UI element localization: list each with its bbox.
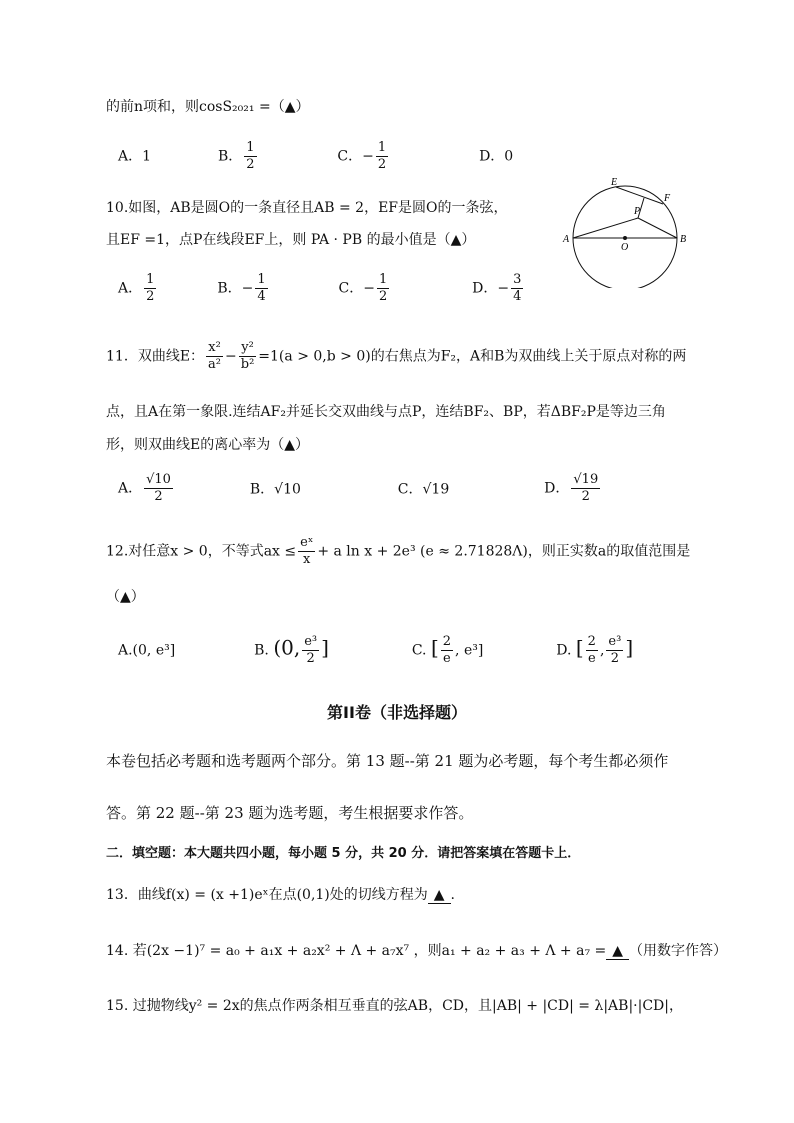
q12-line1: 12.对任意x > 0，不等式ax ≤ $\frac{\text{eˣ}}{x}$ + a ln x + 2e³ (e ≈ 2.71828Λ)，则正实数a的取值范围是: [106, 535, 691, 567]
q9-options: A．1 B． $\frac{1}{2}$ C．− $\frac{1}{2}$ D．0: [118, 140, 514, 172]
label-b: B: [680, 234, 687, 245]
segment-pa: [573, 218, 638, 238]
q14-answer-blank: ▲: [606, 943, 629, 960]
label-a: A: [563, 234, 570, 245]
q12-line2: （▲）: [106, 589, 145, 605]
q13: 13．曲线f(x) = (x +1)eˣ在点(0,1)处的切线方程为 ▲ .: [106, 887, 455, 903]
chord-ef: [616, 187, 663, 204]
section-title: 第II卷（非选择题）: [327, 703, 467, 722]
label-o: O: [621, 242, 629, 253]
fill-in-header: 二．填空题：本大题共四小题，每小题 5 分，共 20 分．请把答案填在答题卡上．: [106, 846, 581, 861]
circle-figure: [560, 176, 700, 288]
center-dot: [623, 236, 627, 240]
q10-line2: 且EF =1，点P在线段EF上，则 PA · PB 的最小值是（▲）: [106, 232, 476, 248]
q9-option-a: A．1: [118, 148, 152, 165]
section-intro-line1: 本卷包括必考题和选考题两个部分。第 13 题--第 21 题为必考题，每个考生都必须作: [106, 752, 669, 770]
q12-options: A.(0, e³] B. (0, $\frac{\text{e³}}{2}$ ] C. [ $\frac{2}{e}$ , e³] D. [ $\frac{2}{e}$ , $\frac{\text{e³}}{2}$ ]: [118, 634, 634, 666]
q10-line1: 10.如图，AB是圆O的一条直径且AB = 2，EF是圆O的一条弦，: [106, 200, 508, 216]
label-e: E: [611, 177, 618, 188]
q11-line3: 形，则双曲线E的离心率为（▲）: [106, 437, 309, 453]
label-f: F: [664, 193, 671, 204]
q11-line1: 11．双曲线E： $\frac{\text{x²}}{\text{a²}}$ − $\frac{\text{y²}}{\text{b²}}$ =1(a > 0,b > 0)的右焦点为F₂，A和B为双曲线上关于原点对称的两: [106, 340, 687, 372]
label-p: P: [634, 206, 641, 217]
q10-options: A． $\frac{1}{2}$ B．− $\frac{1}{4}$ C．− $\frac{1}{2}$ D．− $\frac{3}{4}$: [118, 272, 522, 304]
q9-stem: 的前n项和，则cosS₂₀₂₁ =（▲）: [106, 99, 310, 115]
q13-answer-blank: ▲: [428, 887, 451, 904]
q9-option-b: B．: [217, 148, 243, 165]
q14: 14. 若(2x −1)⁷ = a₀ + a₁x + a₂x² + Λ + a₇x⁷ ，则a₁ + a₂ + a₃ + Λ + a₇ = ▲ （用数字作答）: [106, 943, 728, 959]
segment-pb: [638, 218, 677, 238]
q11-options: A． $\frac{√10}{2}$ B．√10 C．√19 D． $\frac{√19}{2}$: [118, 472, 599, 504]
q9-option-c: C．−: [337, 148, 374, 165]
section-intro-line2: 答。第 22 题--第 23 题为选考题，考生根据要求作答。: [106, 804, 474, 822]
q11-line2: 点，且A在第一象限.连结AF₂并延长交双曲线与点P，连结BF₂、BP，若ΔBF₂P是等边三角: [106, 404, 666, 420]
q9-option-d: D．0: [479, 148, 514, 165]
q15: 15. 过抛物线y² = 2x的焦点作两条相互垂直的弦AB，CD，且|AB| + |CD| = λ|AB|·|CD|，: [106, 998, 683, 1014]
